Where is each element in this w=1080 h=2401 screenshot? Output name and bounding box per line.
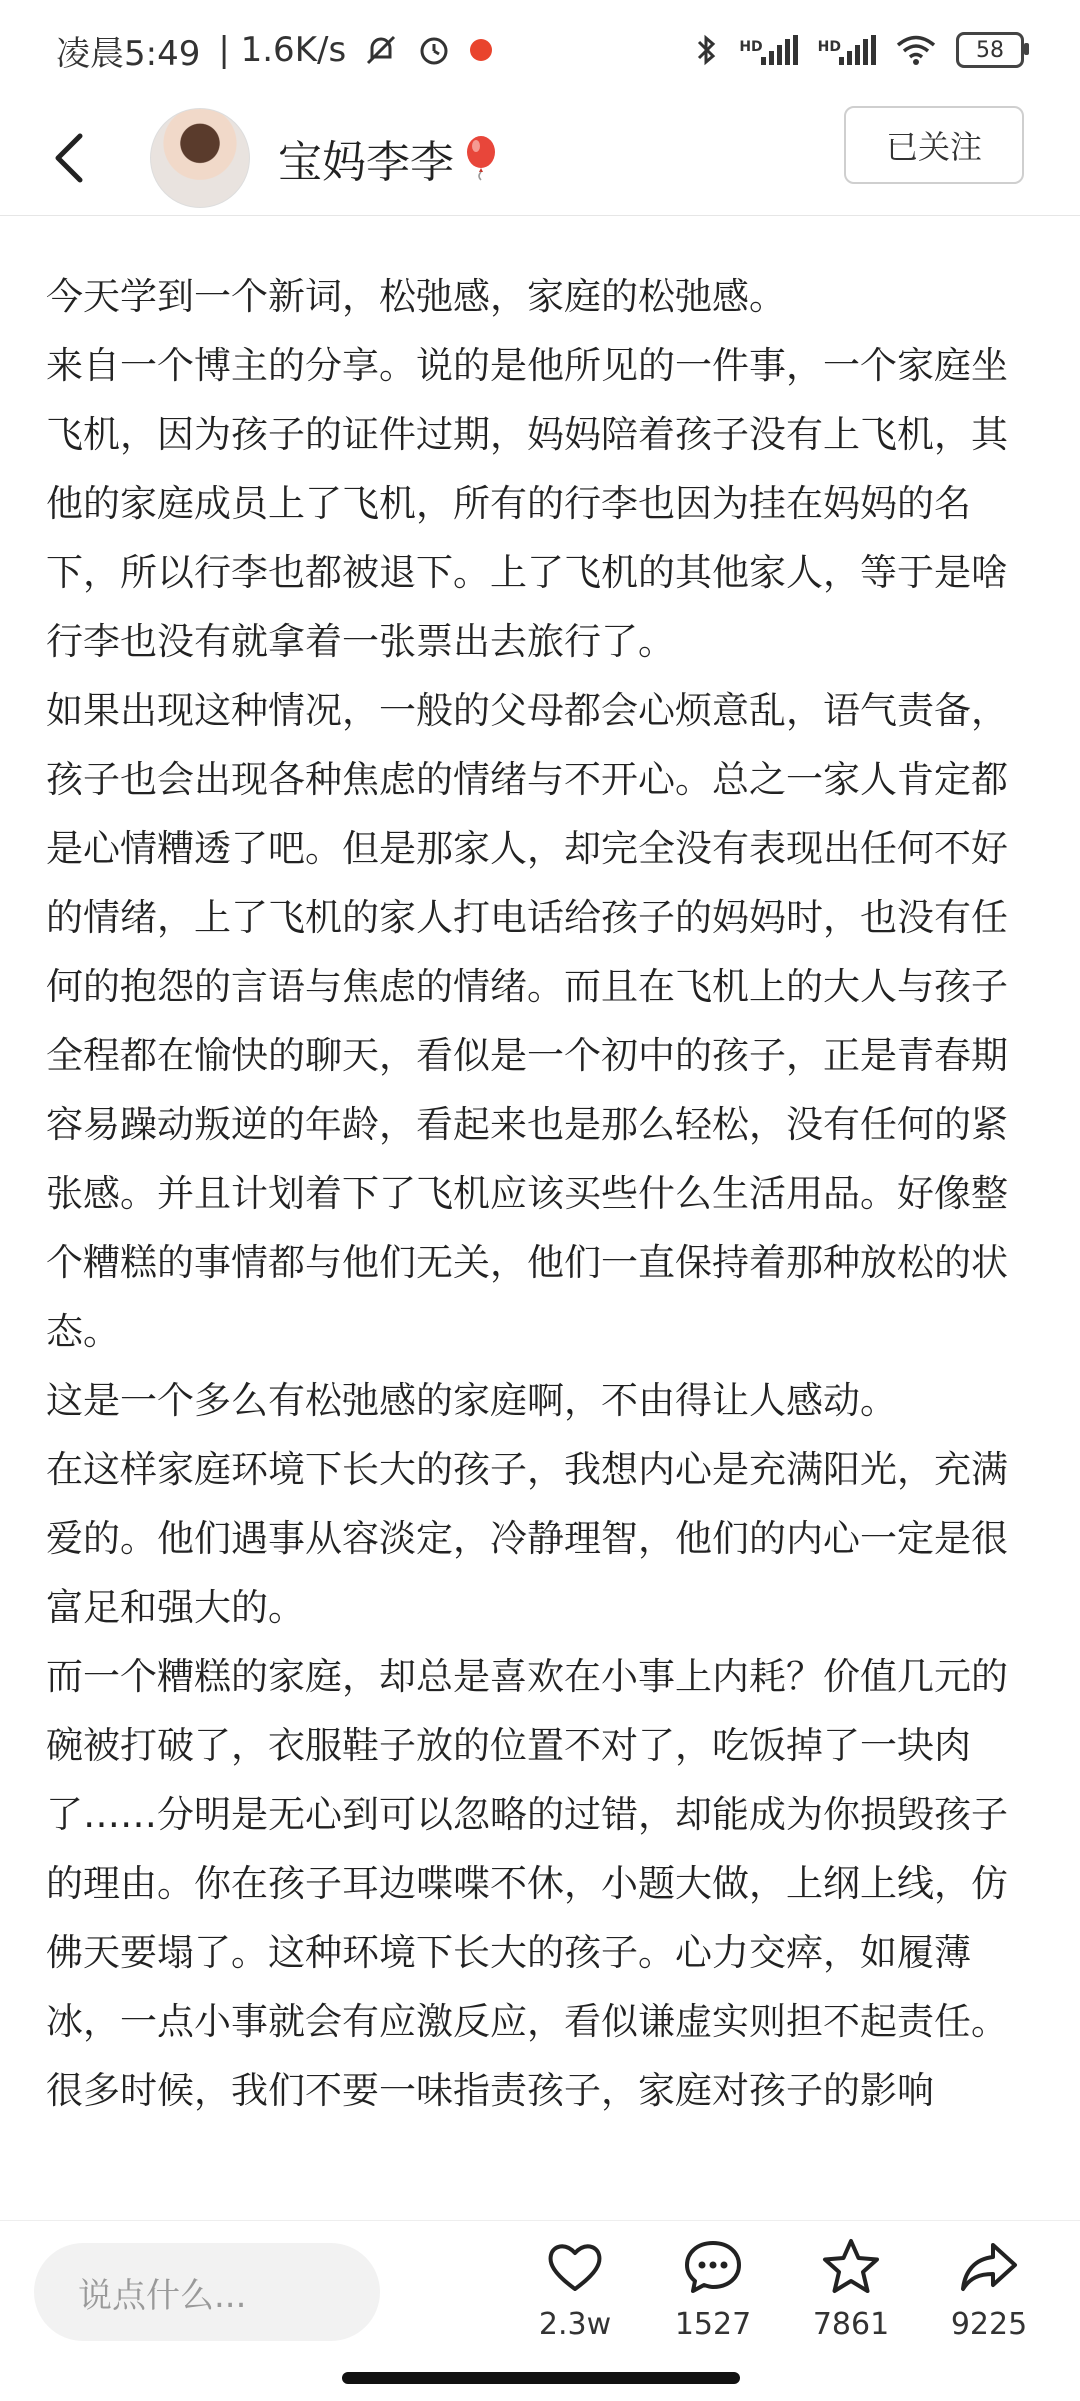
article-paragraph: 而一个糟糕的家庭，却总是喜欢在小事上内耗？价值几元的碗被打破了，衣服鞋子放的位置不对了，吃饭掉了一块肉了……分明是无心到可以忽略的过错，却能成为你损毁孩子的理由。你在孩子耳边喋喋不休，小题大做，上纲上线，仿佛天要塌了。这种环境下长大的孩子。心力交瘁，如履薄冰，一点小事就会有应激反应，看似谦虚实则担不起责任。 [46,1655,1008,2043]
mute-bell-icon [364,33,398,67]
star-icon [819,2235,883,2299]
back-button[interactable] [40,128,100,188]
comment-button[interactable] [658,2235,768,2342]
home-indicator[interactable] [342,2372,740,2384]
comment-count: 1527 [674,2307,752,2342]
article-paragraph: 在这样家庭环境下长大的孩子，我想内心是充满阳光，充满爱的。他们遇事从容淡定，冷静理智，他们的内心一定是很富足和强大的。 [46,1448,1008,1629]
status-right [695,32,1024,68]
status-left [56,26,492,75]
post-header [0,100,1080,216]
wifi-icon [896,34,936,66]
hd-label-2: HD [817,39,841,55]
article-paragraph: 来自一个博主的分享。说的是他所见的一件事，一个家庭坐飞机，因为孩子的证件过期，妈妈陪着孩子没有上飞机，其他的家庭成员上了飞机，所有的行李也因为挂在妈妈的名下，所以行李也都被退下。上了飞机的其他家人，等于是啥行李也没有就拿着一张票出去旅行了。 [46,344,1008,663]
battery-icon [956,32,1024,68]
article-paragraph: 这是一个多么有松弛感的家庭啊，不由得让人感动。 [46,1379,897,1422]
status-bar [0,0,1080,100]
author-name: 宝妈李李 [278,136,454,188]
favorite-count: 7861 [812,2307,890,2342]
favorite-button[interactable] [796,2235,906,2342]
status-net-speed: | 1.6K/s [218,30,347,70]
like-count: 2.3w [538,2307,612,2342]
balloon-icon [462,135,500,181]
article-body [46,262,1036,2125]
share-count: 9225 [950,2307,1028,2342]
author-name-block[interactable] [278,126,500,190]
signal-icon-1 [761,35,798,65]
comment-placeholder: 说点什么... [78,2275,247,2316]
bluetooth-icon [695,32,719,68]
like-button[interactable] [520,2235,630,2342]
heart-icon [543,2235,607,2299]
share-arrow-icon [957,2235,1021,2299]
share-button[interactable] [934,2235,1044,2342]
alarm-icon [416,32,452,68]
battery-level: 58 [976,37,1004,63]
follow-button[interactable]: 已关注 [844,106,1024,184]
status-time: 凌晨5:49 [56,33,201,74]
author-avatar[interactable] [150,108,250,208]
article-paragraph: 今天学到一个新词，松弛感，家庭的松弛感。 [46,275,786,318]
article-paragraph: 很多时候，我们不要一味指责孩子，家庭对孩子的影响 [46,2069,934,2112]
hd-label-1: HD [739,39,763,55]
chevron-left-icon [50,130,90,186]
comment-bubble-icon [681,2235,745,2299]
article-paragraph: 如果出现这种情况，一般的父母都会心烦意乱，语气责备，孩子也会出现各种焦虑的情绪与不开心。总之一家人肯定都是心情糟透了吧。但是那家人，却完全没有表现出任何不好的情绪，上了飞机的家人打电话给孩子的妈妈时，也没有任何的抱怨的言语与焦虑的情绪。而且在飞机上的大人与孩子全程都在愉快的聊天，看似是一个初中的孩子，正是青春期容易躁动叛逆的年龄，看起来也是那么轻松，没有任何的紧张感。并且计划着下了飞机应该买些什么生活用品。好像整个糟糕的事情都与他们无关，他们一直保持着那种放松的状态。 [46,689,1008,1353]
signal-icon-2 [839,35,876,65]
app-notification-icon [470,39,492,61]
comment-input[interactable] [34,2243,380,2341]
